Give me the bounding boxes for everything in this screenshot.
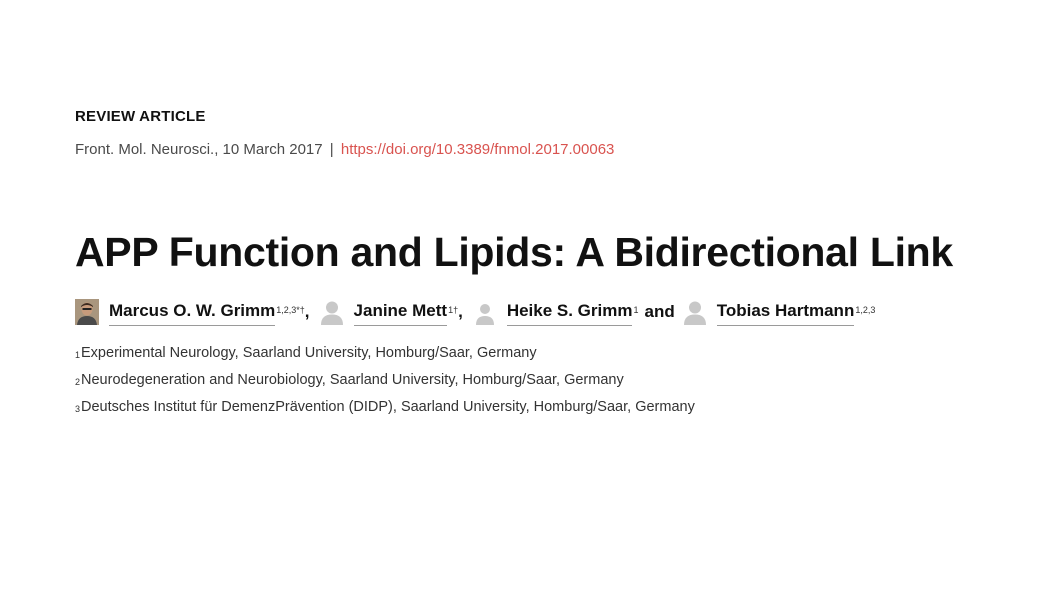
author-4[interactable] [683, 298, 876, 326]
affiliation-number: 3 [75, 404, 81, 414]
affiliation-text: Experimental Neurology, Saarland University, Homburg/Saar, Germany [81, 345, 537, 361]
author-separator: , [304, 302, 310, 321]
author-name[interactable]: Heike S. Grimm [507, 298, 633, 326]
author-photo-icon [75, 299, 99, 325]
person-icon [683, 299, 707, 325]
author-2[interactable] [320, 298, 473, 326]
author-name[interactable]: Marcus O. W. Grimm [109, 298, 275, 326]
author-list [75, 298, 1035, 326]
author-3[interactable] [473, 298, 639, 326]
author-name[interactable]: Tobias Hartmann [717, 298, 855, 326]
affiliation-item [75, 394, 1035, 421]
article-header [75, 107, 1035, 421]
author-affiliation-sup: 1† [448, 305, 459, 315]
person-icon [320, 299, 344, 325]
affiliation-text: Neurodegeneration and Neurobiology, Saarland University, Homburg/Saar, Germany [81, 372, 624, 388]
doi-link[interactable]: https://doi.org/10.3389/fnmol.2017.00063 [340, 141, 615, 158]
authors-conjunction: and [644, 302, 675, 321]
author-separator: , [458, 302, 463, 321]
article-title: APP Function and Lipids: A Bidirectional Link [75, 229, 953, 275]
affiliation-item [75, 367, 1035, 394]
journal-date: Front. Mol. Neurosci., 10 March 2017 [75, 141, 323, 158]
citation-line [75, 140, 1035, 160]
person-icon [473, 299, 497, 325]
article-type: REVIEW ARTICLE [75, 108, 206, 125]
affiliation-item [75, 340, 1035, 367]
affiliation-text: Deutsches Institut für DemenzPrävention (DIDP), Saarland University, Homburg/Saar, Germany [81, 399, 695, 415]
affiliation-number: 2 [75, 377, 81, 387]
citation-separator: | [329, 141, 334, 158]
author-affiliation-sup: 1,2,3 [855, 305, 876, 315]
author-affiliation-sup: 1 [633, 305, 639, 315]
affiliation-list [75, 340, 1035, 421]
author-name[interactable]: Janine Mett [354, 298, 448, 326]
author-1[interactable] [75, 298, 320, 326]
affiliation-number: 1 [75, 350, 81, 360]
author-affiliation-sup: 1,2,3*† [276, 305, 305, 315]
